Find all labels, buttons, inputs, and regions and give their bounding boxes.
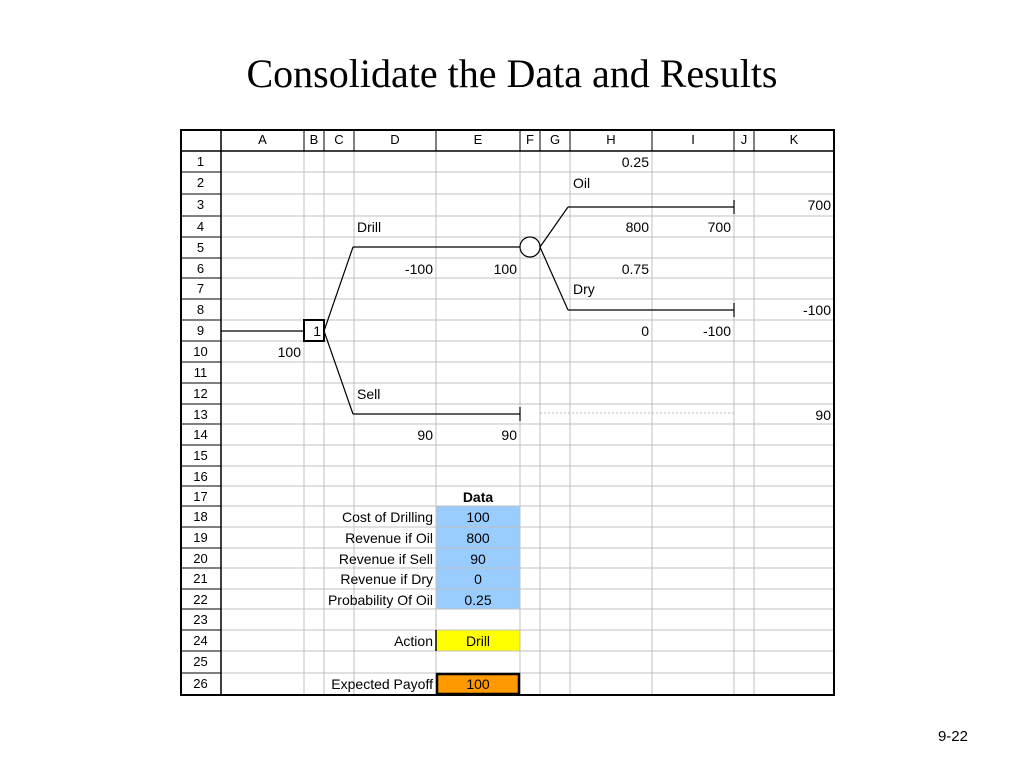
cell-b9[interactable]: 1 (313, 323, 321, 339)
input-value-revenue-if-sell[interactable]: 90 (470, 551, 486, 567)
row-header-16[interactable]: 16 (193, 469, 208, 484)
row-header-17[interactable]: 17 (193, 489, 208, 504)
cell-i4[interactable]: 700 (707, 219, 731, 235)
row-header-12[interactable]: 12 (193, 386, 208, 401)
tree-sell-diagonal (324, 331, 353, 414)
row-header-3[interactable]: 3 (196, 197, 205, 212)
row-header-10[interactable]: 10 (193, 344, 208, 359)
slide-title: Consolidate the Data and Results (246, 51, 778, 96)
cell-k13[interactable]: 90 (815, 407, 831, 423)
cell-k3[interactable]: 700 (807, 197, 831, 213)
row-header-22[interactable]: 22 (193, 592, 208, 607)
column-header-i[interactable]: I (691, 132, 695, 147)
input-value-cost-of-drilling[interactable]: 100 (466, 509, 490, 525)
row-header-6[interactable]: 6 (196, 261, 205, 276)
row-header-24[interactable]: 24 (193, 633, 208, 648)
page-number: 9-22 (937, 728, 968, 745)
row-header-18[interactable]: 18 (193, 509, 208, 524)
expected-payoff-value[interactable]: 100 (466, 676, 490, 692)
data-header[interactable]: Data (462, 489, 494, 505)
cell-h2[interactable]: Oil (573, 175, 591, 191)
cell-h7[interactable]: Dry (573, 281, 595, 297)
sheet-border (181, 130, 834, 695)
row-header-23[interactable]: 23 (193, 612, 208, 627)
chance-circle-icon (520, 237, 540, 257)
row-header-13[interactable]: 13 (193, 407, 208, 422)
cell-d6[interactable]: -100 (404, 261, 433, 277)
row-header-2[interactable]: 2 (196, 175, 205, 190)
tree-drill-diagonal (324, 247, 353, 331)
input-value-revenue-if-dry[interactable]: 0 (474, 571, 482, 587)
cell-a10[interactable]: 100 (277, 344, 301, 360)
input-label-revenue-if-oil: Revenue if Oil (345, 530, 433, 546)
cell-h1[interactable]: 0.25 (621, 154, 649, 170)
expected-payoff-label: Expected Payoff (331, 676, 433, 692)
action-label: Action (394, 633, 433, 649)
input-label-revenue-if-sell: Revenue if Sell (338, 551, 433, 567)
input-value-probability-of-oil[interactable]: 0.25 (464, 592, 492, 608)
cell-h6[interactable]: 0.75 (621, 261, 649, 277)
row-header-20[interactable]: 20 (193, 551, 208, 566)
row-header-25[interactable]: 25 (193, 654, 208, 669)
cell-e6[interactable]: 100 (493, 261, 517, 277)
input-label-cost-of-drilling: Cost of Drilling (341, 509, 433, 525)
column-header-a[interactable]: A (258, 132, 267, 147)
column-header-d[interactable]: D (390, 132, 400, 147)
cell-h9[interactable]: 0 (641, 323, 649, 339)
column-header-b[interactable]: B (309, 132, 319, 147)
row-header-8[interactable]: 8 (196, 302, 205, 317)
row-header-15[interactable]: 15 (193, 448, 208, 463)
cell-d14[interactable]: 90 (417, 427, 433, 443)
cell-e14[interactable]: 90 (501, 427, 517, 443)
input-value-revenue-if-oil[interactable]: 800 (466, 530, 490, 546)
row-header-21[interactable]: 21 (193, 571, 208, 586)
input-label-probability-of-oil: Probability Of Oil (327, 592, 433, 608)
row-header-5[interactable]: 5 (196, 240, 205, 255)
column-header-f[interactable]: F (526, 132, 534, 147)
action-value[interactable]: Drill (465, 633, 491, 649)
row-header-14[interactable]: 14 (193, 427, 208, 442)
cell-k8[interactable]: -100 (802, 302, 831, 318)
column-header-k[interactable]: K (789, 132, 799, 147)
column-header-c[interactable]: C (334, 132, 344, 147)
row-header-4[interactable]: 4 (196, 219, 205, 234)
cell-h4[interactable]: 800 (625, 219, 649, 235)
row-header-26[interactable]: 26 (193, 676, 208, 691)
column-header-e[interactable]: E (473, 132, 483, 147)
column-header-g[interactable]: G (549, 132, 561, 147)
row-header-9[interactable]: 9 (196, 323, 205, 338)
input-label-revenue-if-dry: Revenue if Dry (340, 571, 433, 587)
row-header-19[interactable]: 19 (193, 530, 208, 545)
cell-d4[interactable]: Drill (357, 219, 382, 235)
spreadsheet-grid (180, 129, 836, 696)
row-header-1[interactable]: 1 (196, 154, 205, 169)
cell-i9[interactable]: -100 (702, 323, 731, 339)
cell-d12[interactable]: Sell (357, 386, 381, 402)
spreadsheet (180, 129, 836, 696)
column-header-h[interactable]: H (606, 132, 616, 147)
tree-oil-diagonal (540, 207, 568, 247)
row-header-11[interactable]: 11 (193, 365, 208, 380)
column-header-j[interactable]: J (740, 132, 748, 147)
row-header-7[interactable]: 7 (196, 281, 205, 296)
